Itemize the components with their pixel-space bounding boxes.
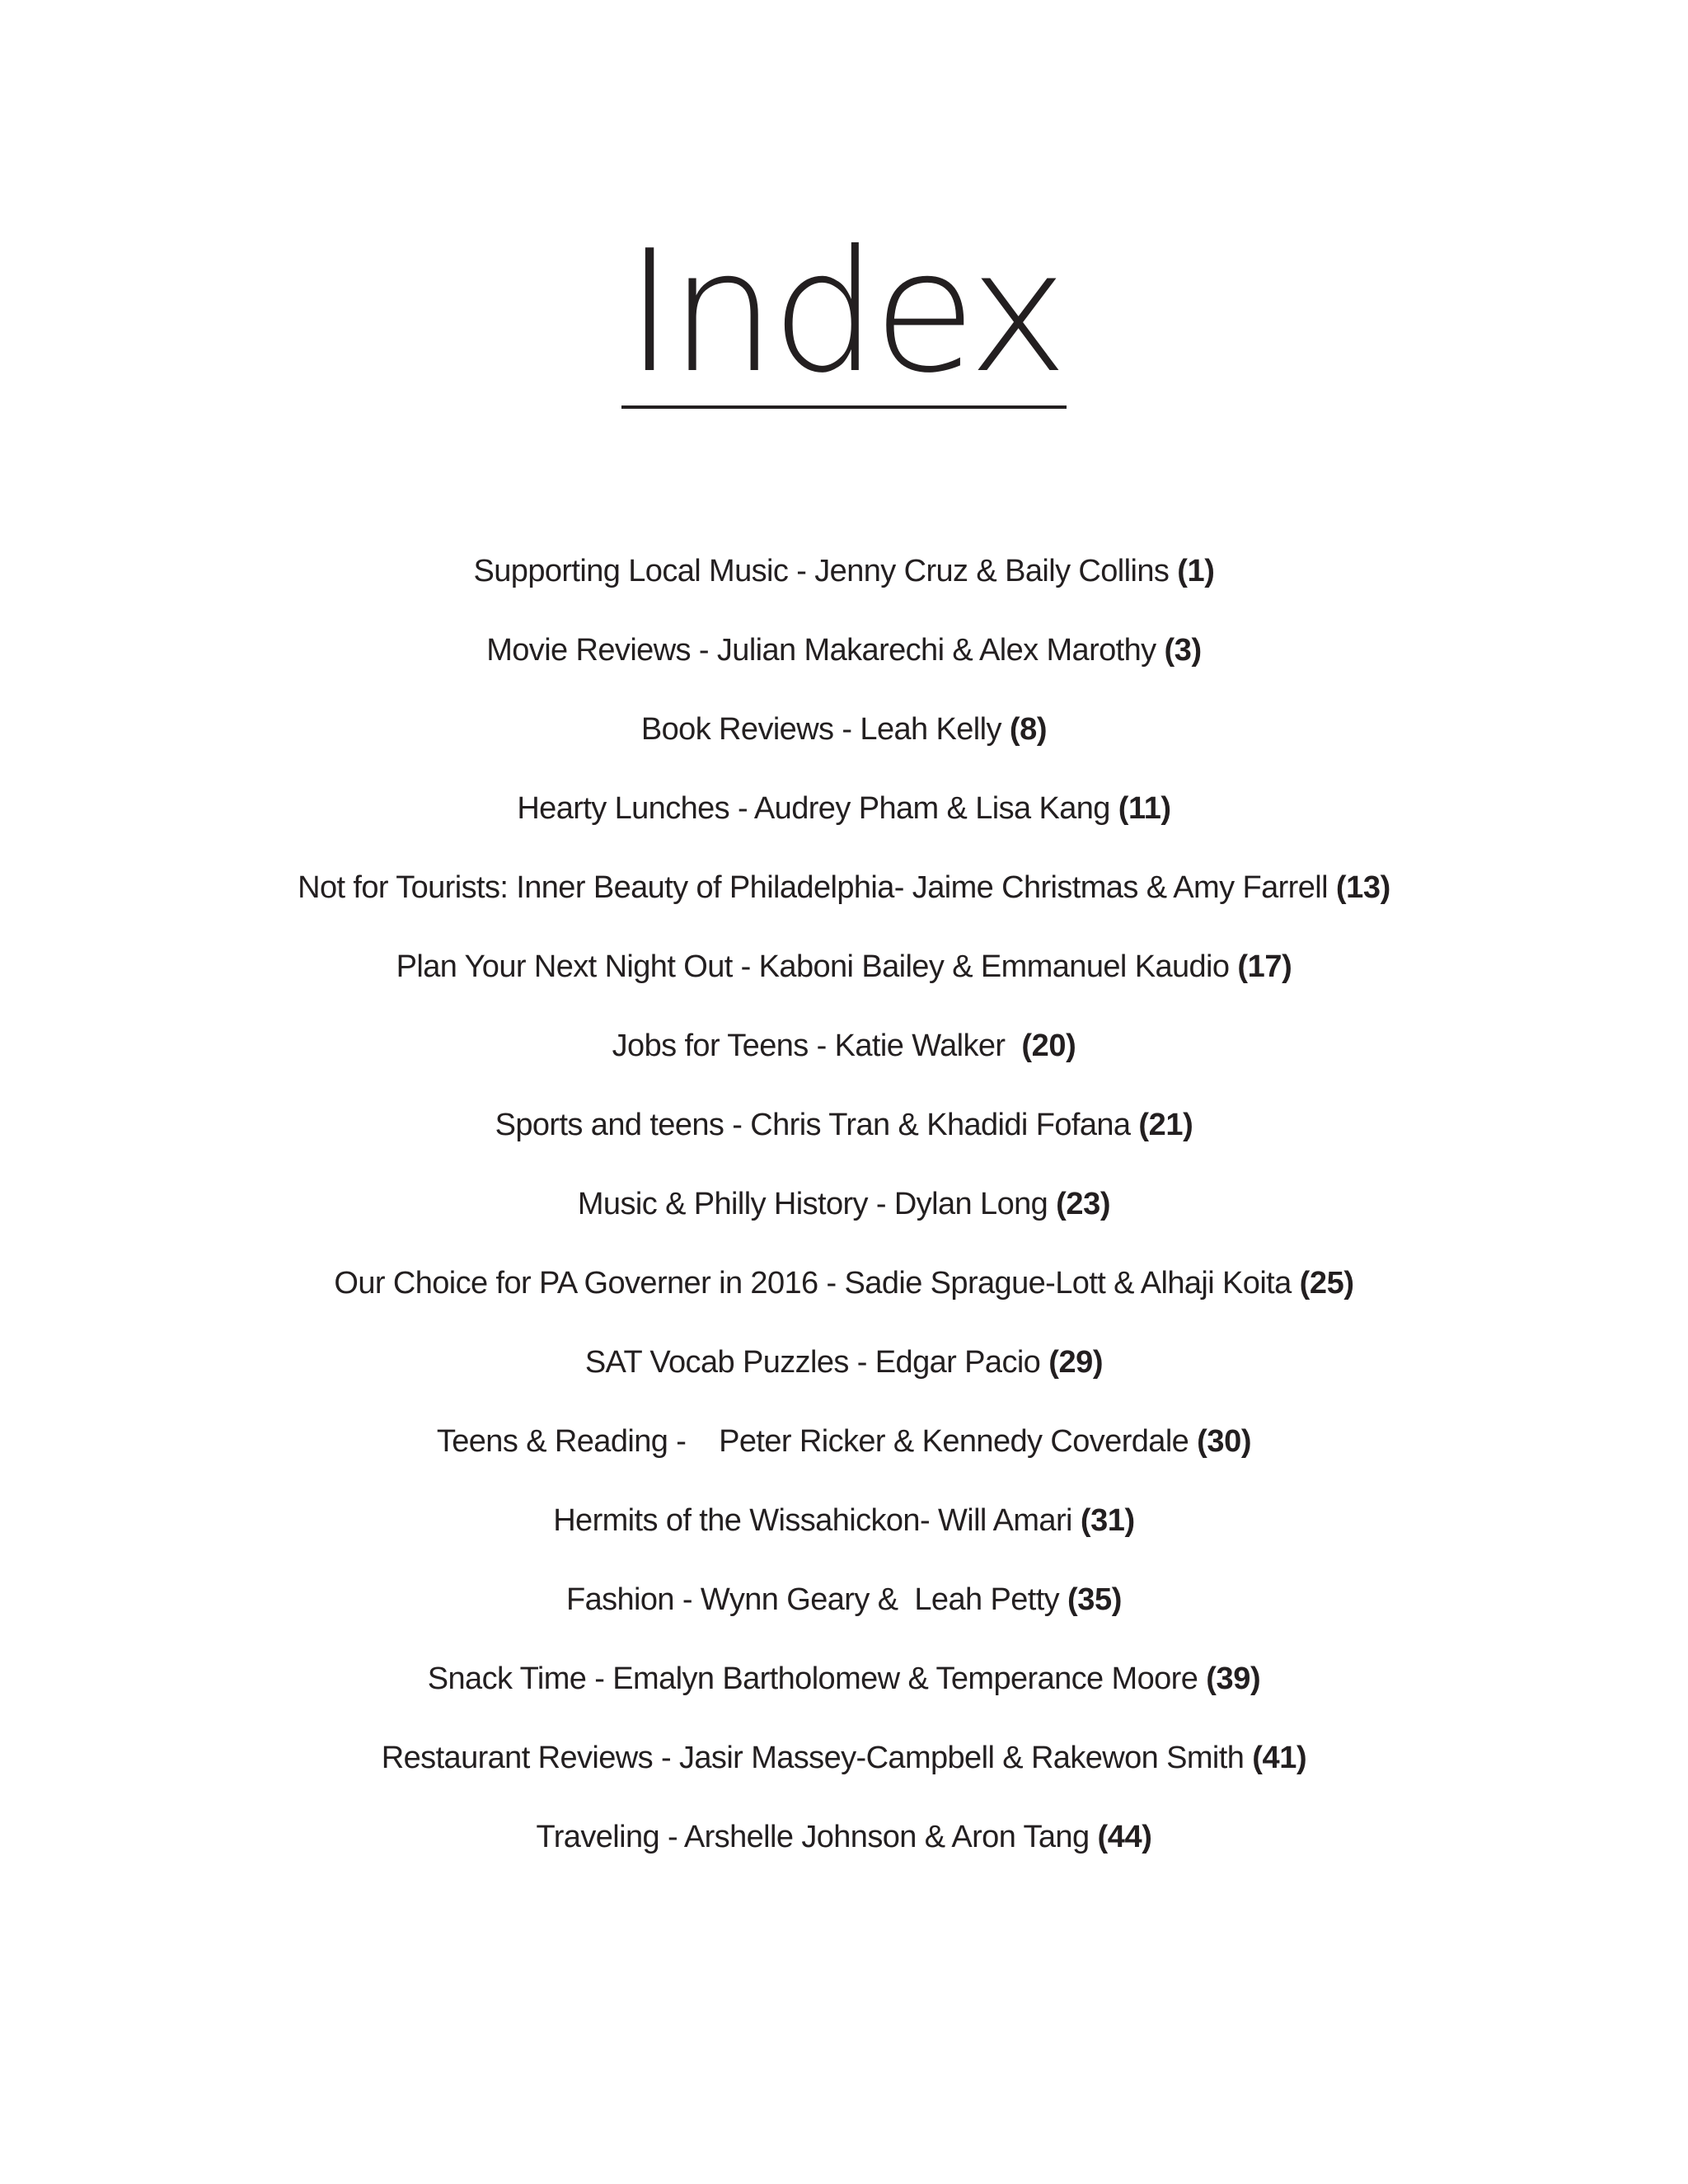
index-entry [0,1085,1688,1165]
entry-page-number: (29) [1048,1345,1104,1380]
index-entry [0,1402,1688,1481]
entry-title: Traveling - Arshelle Johnson & Aron Tang [536,1820,1098,1854]
index-entry [0,1481,1688,1560]
title-container [0,215,1688,410]
index-entry [0,690,1688,769]
index-entry [0,1560,1688,1639]
index-entry [0,848,1688,927]
entry-title: Plan Your Next Night Out - Kaboni Bailey & Emmanuel Kaudio [396,949,1238,984]
index-entry [0,1797,1688,1877]
entry-page-number: (25) [1299,1266,1354,1301]
entry-title: Not for Tourists: Inner Beauty of Philadelphia- Jaime Christmas & Amy Farrell [298,870,1336,905]
index-entry [0,1639,1688,1718]
entry-page-number: (11) [1118,791,1171,826]
entry-title: Sports and teens - Chris Tran & Khadidi Fofana [495,1108,1139,1142]
index-entry [0,532,1688,611]
index-entry [0,611,1688,690]
index-list [0,532,1688,1877]
entry-title: SAT Vocab Puzzles - Edgar Pacio [584,1345,1049,1380]
entry-title: Jobs for Teens - Katie Walker [612,1029,1022,1063]
index-entry [0,1323,1688,1402]
entry-page-number: (13) [1335,870,1390,905]
entry-title: Snack Time - Emalyn Bartholomew & Temperance Moore [427,1661,1207,1696]
entry-page-number: (44) [1097,1820,1152,1854]
entry-page-number: (35) [1067,1582,1123,1617]
index-entry [0,927,1688,1006]
entry-title: Movie Reviews - Julian Makarechi & Alex Marothy [486,633,1165,668]
entry-page-number: (31) [1080,1503,1135,1538]
entry-page-number: (30) [1197,1424,1252,1459]
entry-page-number: (21) [1138,1108,1193,1142]
entry-page-number: (8) [1009,712,1048,747]
entry-title: Restaurant Reviews - Jasir Massey-Campbell & Rakewon Smith [381,1741,1253,1775]
index-entry [0,1006,1688,1085]
index-entry [0,1165,1688,1244]
entry-page-number: (3) [1164,633,1202,668]
entry-page-number: (20) [1021,1029,1076,1063]
entry-title: Fashion - Wynn Geary & Leah Petty [565,1582,1068,1617]
index-entry [0,1244,1688,1323]
entry-title: Book Reviews - Leah Kelly [640,712,1010,747]
entry-page-number: (39) [1206,1661,1261,1696]
entry-page-number: (23) [1056,1187,1111,1221]
page-title: Index [621,229,1067,409]
index-entry [0,769,1688,848]
entry-title: Supporting Local Music - Jenny Cruz & Baily Collins [473,554,1178,588]
entry-page-number: (41) [1252,1741,1307,1775]
entry-title: Hermits of the Wissahickon- Will Amari [553,1503,1081,1538]
entry-title: Our Choice for PA Governer in 2016 - Sadie Sprague-Lott & Alhaji Koita [334,1266,1300,1301]
index-entry [0,1718,1688,1797]
entry-page-number: (17) [1237,949,1292,984]
entry-title: Teens & Reading - Peter Ricker & Kennedy Coverdale [436,1424,1198,1459]
entry-title: Music & Philly History - Dylan Long [577,1187,1057,1221]
entry-page-number: (1) [1177,554,1215,588]
entry-title: Hearty Lunches - Audrey Pham & Lisa Kang [517,791,1118,826]
